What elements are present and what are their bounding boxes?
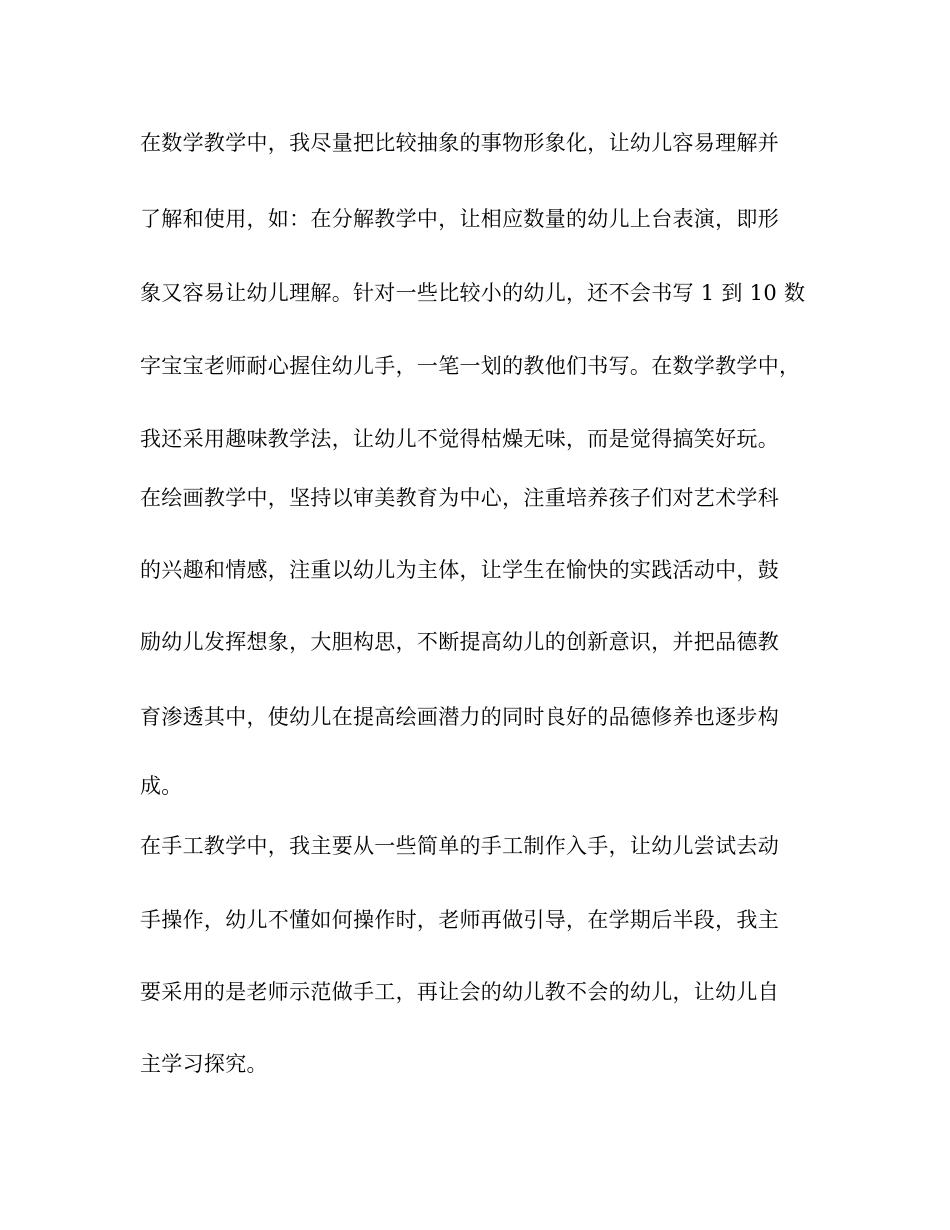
text-line: 成。 — [140, 774, 183, 798]
text-line: 育渗透其中，使幼儿在提高绘画潜力的同时良好的品德修养也逐步构 — [140, 705, 779, 729]
text-line: 的兴趣和情感，注重以幼儿为主体，让学生在愉快的实践活动中，鼓 — [140, 558, 779, 582]
text-line: 象又容易让幼儿理解。针对一些比较小的幼儿，还不会书写 1 到 10 数 — [140, 281, 806, 305]
text-line: 手操作，幼儿不懂如何操作时，老师再做引导，在学期后半段，我主 — [140, 908, 779, 932]
text-line: 要采用的是老师示范做手工，再让会的幼儿教不会的幼儿，让幼儿自 — [140, 980, 779, 1004]
text-line: 励幼儿发挥想象，大胆构思，不断提高幼儿的创新意识，并把品德教 — [140, 630, 779, 654]
text-line: 在数学教学中，我尽量把比较抽象的事物形象化，让幼儿容易理解并 — [140, 131, 779, 155]
text-line: 在手工教学中，我主要从一些简单的手工制作入手，让幼儿尝试去动 — [140, 834, 779, 858]
text-line: 主学习探究。 — [140, 1052, 268, 1076]
text-line: 在绘画教学中，坚持以审美教育为中心，注重培养孩子们对艺术学科 — [140, 486, 779, 510]
text-line: 字宝宝老师耐心握住幼儿手，一笔一划的教他们书写。在数学教学中， — [140, 354, 801, 378]
text-line: 我还采用趣味教学法，让幼儿不觉得枯燥无味，而是觉得搞笑好玩。 — [140, 427, 779, 451]
text-line: 了解和使用，如：在分解教学中，让相应数量的幼儿上台表演，即形 — [140, 207, 779, 231]
